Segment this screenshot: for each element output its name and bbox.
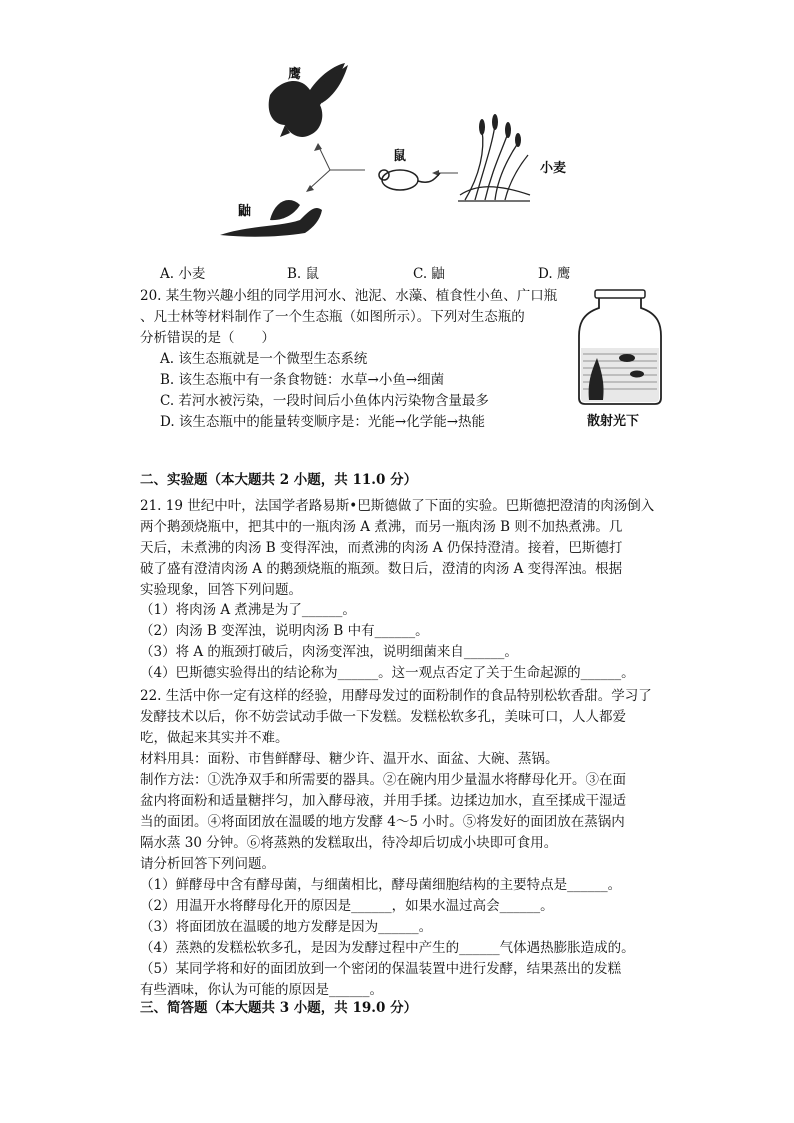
q21-line: 破了盛有澄清肉汤 A 的鹅颈烧瓶的瓶颈。数日后，澄清的肉汤 A 变得浑浊。根据 [140,561,623,577]
q20-option-c: C. 若河水被污染，一段时间后小鱼体内污染物含量最多 [160,393,489,409]
q22-line: 22. 生活中你一定有这样的经验，用酵母发过的面粉制作的食品特别松软香甜。学习了 [140,688,652,704]
q21-subquestion: （3）将 A 的瓶颈打破后，肉汤变浑浊，说明细菌来自______。 [140,644,518,660]
q21-subquestion: （2）肉汤 B 变浑浊，说明肉汤 B 中有______。 [140,623,429,639]
q19-option-b: B. 鼠 [287,266,320,282]
q21-subquestion: （4）巴斯德实验得出的结论称为______。这一观点否定了关于生命起源的______。 [140,665,635,681]
q22-line: 材料用具：面粉、市售鲜酵母、糖少许、温开水、面盆、大碗、蒸锅。 [140,751,559,767]
q22-subquestion: （1）鲜酵母中含有酵母菌，与细菌相比，酵母菌细胞结构的主要特点是______。 [140,877,622,893]
q22-line: 当的面团。④将面团放在温暖的地方发酵 4～5 小时。⑤将发好的面团放在蒸锅内 [140,814,625,830]
q21-line: 天后，未煮沸的肉汤 B 变得浑浊，而煮沸的肉汤 A 仍保持澄清。接着，巴斯德打 [140,540,623,556]
q20-line: 分析错误的是（ ） [140,330,275,346]
q22-subquestion: （3）将面团放在温暖的地方发酵是因为______。 [140,919,433,935]
weasel-image [220,200,322,237]
q21-line: 实验现象，回答下列问题。 [140,582,302,598]
food-web-figure [210,55,570,245]
mouse-image [379,170,440,190]
q22-line: 隔水蒸 30 分钟。⑥将蒸熟的发糕取出，待冷却后切成小块即可食用。 [140,835,558,851]
fish-icon [630,371,644,378]
q22-line: 盆内将面粉和适量糖拌匀，加入酵母液，并用手揉。边揉边加水，直至揉成干湿适 [140,793,626,809]
weasel-label: 鼬 [238,204,252,219]
q20-option-b: B. 该生态瓶中有一条食物链：水草→小鱼→细菌 [160,372,445,388]
mouse-label: 鼠 [393,149,407,164]
q22-subquestion: （4）蒸熟的发糕松软多孔，是因为发酵过程中产生的______气体遇热膨胀造成的。 [140,940,635,956]
q22-line: 发酵技术以后，你不妨尝试动手做一下发糕。发糕松软多孔，美味可口，人人都爱 [140,709,626,725]
q19-option-c: C. 鼬 [413,266,445,282]
food-web-illustration [210,55,570,245]
q22-line: 请分析回答下列问题。 [140,856,275,872]
q21-line: 两个鹅颈烧瓶中，把其中的一瓶肉汤 A 煮沸，而另一瓶肉汤 B 则不加热煮沸。几 [140,519,623,535]
q20-line: 20. 某生物兴趣小组的同学用河水、池泥、水藻、植食性小鱼、广口瓶 [140,288,558,304]
q22-subquestion: 有些酒味，你认为可能的原因是______。 [140,982,383,998]
wheat-label: 小麦 [540,161,567,176]
q22-line: 制作方法：①洗净双手和所需要的器具。②在碗内用少量温水将酵母化开。③在面 [140,772,626,788]
q19-option-a: A. 小麦 [160,266,206,282]
q21-subquestion: （1）将肉汤 A 煮沸是为了______。 [140,602,356,618]
q22-line: 吃，做起来其实并不难。 [140,730,289,746]
q20-option-a: A. 该生态瓶就是一个微型生态系统 [160,351,368,367]
eagle-label: 鹰 [288,67,302,82]
eagle-image [269,63,348,137]
q20-line: 、凡士林等材料制作了一个生态瓶（如图所示）。下列对生态瓶的 [140,309,525,325]
fish-icon [619,354,635,362]
q22-subquestion: （5）某同学将和好的面团放到一个密闭的保温装置中进行发酵，结果蒸出的发糕 [140,961,622,977]
q19-option-d: D. 鹰 [538,266,571,282]
section-2-header: 二、实验题（本大题共 2 小题，共 11.0 分） [140,472,418,488]
q22-subquestion: （2）用温开水将酵母化开的原因是______，如果水温过高会______。 [140,898,554,914]
eco-bottle-caption: 散射光下 [587,414,640,429]
q20-option-d: D. 该生态瓶中的能量转变顺序是：光能→化学能→热能 [160,414,486,430]
q21-line: 21. 19 世纪中叶，法国学者路易斯•巴斯德做了下面的实验。巴斯德把澄清的肉汤倒入 [140,498,655,514]
eco-bottle-figure [575,286,665,431]
eco-bottle-illustration [575,286,665,406]
section-3-header: 三、简答题（本大题共 3 小题，共 19.0 分） [140,1000,418,1016]
